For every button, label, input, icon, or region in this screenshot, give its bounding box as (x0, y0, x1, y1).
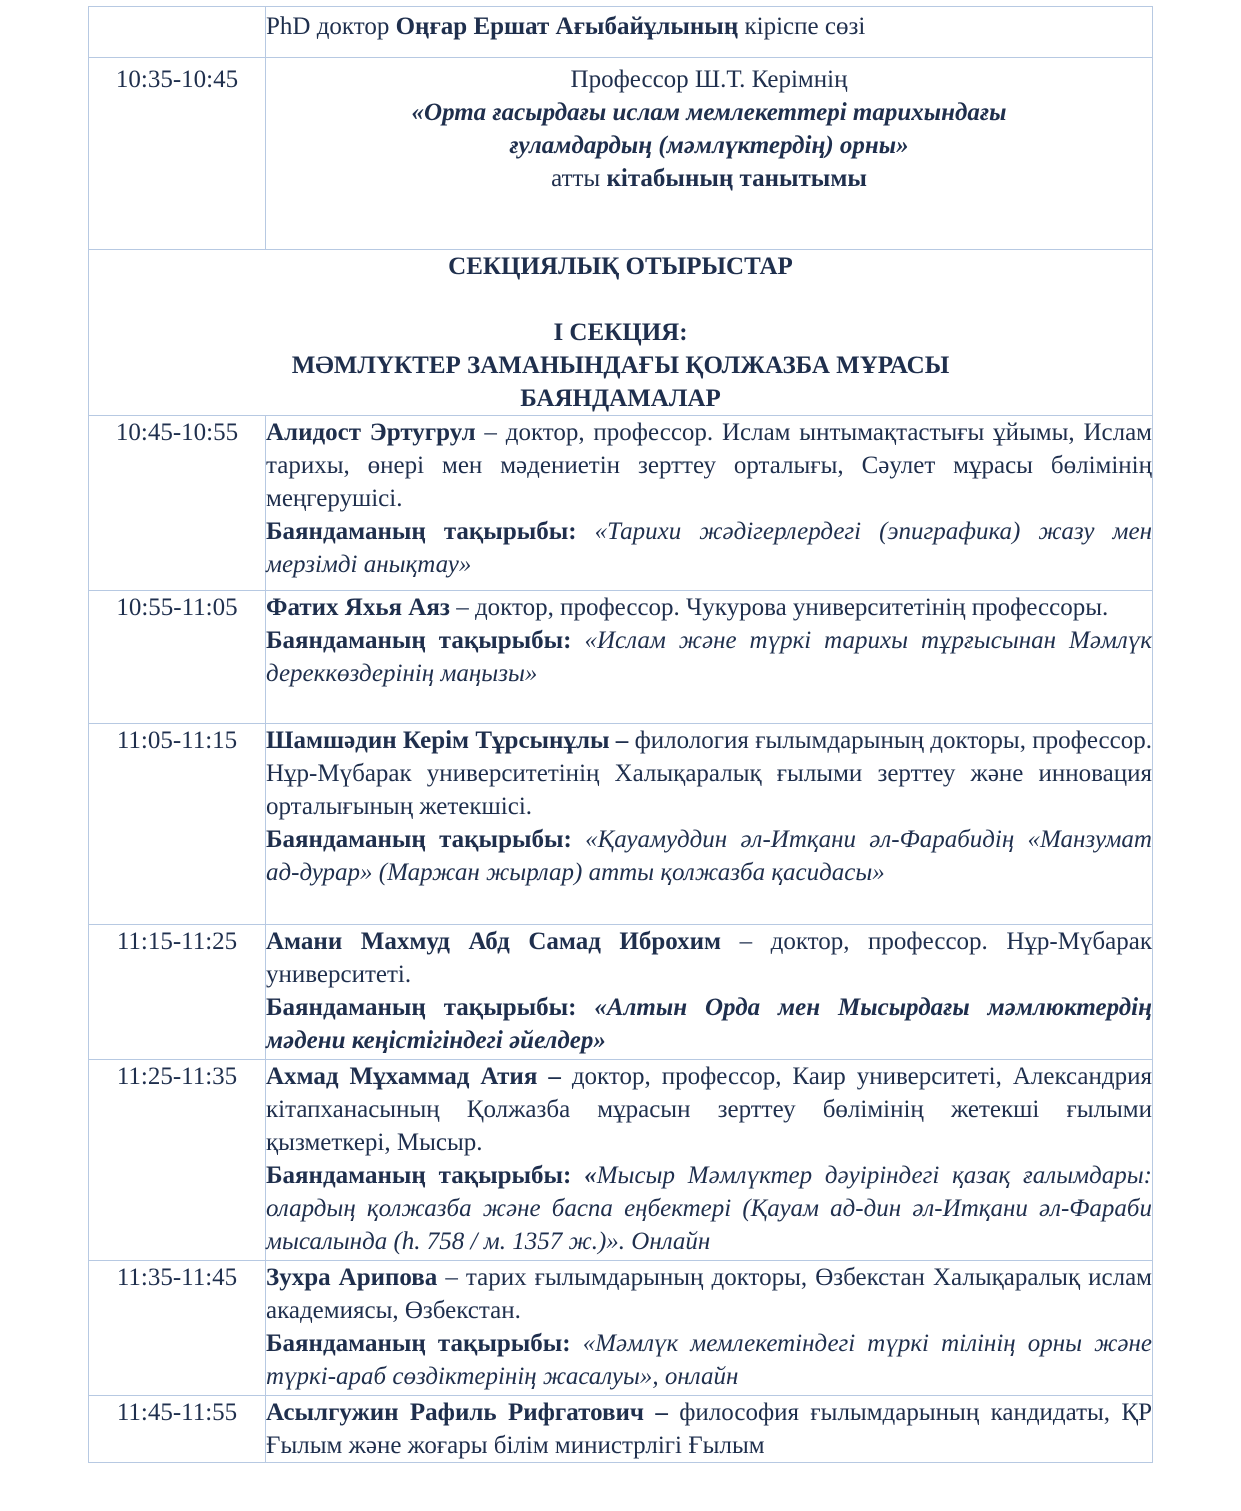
speaker-name: Алидост Эртугрул (266, 419, 476, 446)
topic-line (266, 624, 1152, 690)
talk-row (89, 1060, 1153, 1261)
time-cell: 10:55-11:05 (89, 591, 266, 724)
book-suffix-line (266, 162, 1152, 195)
programme-table (88, 6, 1153, 1463)
topic-label: Баяндаманың тақырыбы: (266, 1330, 571, 1357)
speaker-name: Асылгужин Рафиль Рифгатович – (266, 1399, 668, 1426)
speaker-name: Зухра Арипова (266, 1264, 438, 1291)
reports-label: БАЯНДАМАЛАР (520, 385, 721, 412)
speaker-description: философия ғылымдарының кандидаты, ҚР Ғылым және жоғары білім министрлігі Ғылым (266, 1399, 1152, 1459)
intro-cell (266, 7, 1153, 58)
intro-suffix: кіріспе сөзі (738, 13, 866, 40)
speaker-description: – доктор, профессор. Нұр-Мүбарак университеті. (266, 928, 1152, 988)
speaker-description: – доктор, профессор. Чукурова университетінің профессоры. (449, 594, 1109, 621)
time-cell: 11:05-11:15 (89, 724, 266, 925)
section-header-cell (89, 250, 1153, 416)
talk-cell (266, 925, 1153, 1060)
time-cell: 11:45-11:55 (89, 1396, 266, 1463)
topic-title: «Қауамуддин әл-Итқани әл-Фарабидің «Манзумат ад-дурар» (Маржан жырлар) атты қолжазба қасидасы» (266, 826, 1152, 886)
talk-row (89, 925, 1153, 1060)
talk-row (89, 591, 1153, 724)
speaker-line (266, 1261, 1152, 1327)
sessions-heading: СЕКЦИЯЛЫҚ ОТЫРЫСТАР (448, 253, 793, 280)
book-title-line-1: «Орта ғасырдағы ислам мемлекеттері тарихындағы (411, 99, 1007, 126)
speaker-line (266, 925, 1152, 991)
time-cell: 10:45-10:55 (89, 416, 266, 591)
topic-line (266, 823, 1152, 889)
speaker-line (266, 591, 1152, 624)
talk-cell (266, 1060, 1153, 1261)
speaker-description: – доктор, профессор. Ислам ынтымақтастығы ұйымы, Ислам тарихы, өнері мен мәдениетін зерттеу орталығы, Сәулет мұрасы бөлімінің меңгерушісі. (266, 419, 1152, 512)
intro-row (89, 7, 1153, 58)
time-cell: 10:35-10:45 (89, 58, 266, 250)
topic-line (266, 515, 1152, 581)
book-row (89, 58, 1153, 250)
talk-row (89, 1261, 1153, 1396)
time-cell: 11:35-11:45 (89, 1261, 266, 1396)
talk-cell (266, 1396, 1153, 1463)
topic-title: «Тарихи жәдігерлердегі (эпиграфика) жазу мен мерзімді анықтау» (266, 518, 1152, 578)
talk-row (89, 724, 1153, 925)
topic-title: «Алтын Орда мен Мысырдағы мәмлюктердің мәдени кеңістігіндегі әйелдер» (266, 994, 1152, 1054)
speaker-name: Амани Махмуд Абд Самад Иброхим (266, 928, 722, 955)
section-title: МӘМЛҮКТЕР ЗАМАНЫНДАҒЫ ҚОЛЖАЗБА МҰРАСЫ (291, 352, 950, 379)
speaker-description: – тарих ғылымдарының докторы, Өзбекстан Халықаралық ислам академиясы, Өзбекстан. (266, 1264, 1152, 1324)
book-title-line-2: ғуламдардың (мәмлүктердің) орны» (509, 132, 909, 159)
book-suffix-plain: атты (551, 165, 607, 192)
topic-label: Баяндаманың тақырыбы: (266, 1162, 572, 1189)
talk-cell (266, 591, 1153, 724)
topic-title: «Мәмлүк мемлекетіндегі түркі тілінің орны және түркі-араб сөздіктерінің жасалуы», онлайн (266, 1330, 1152, 1390)
speaker-line (266, 1396, 1152, 1462)
speaker-line (266, 724, 1152, 823)
topic-label: Баяндаманың тақырыбы: (266, 994, 577, 1021)
speaker-description: доктор, профессор, Каир университеті, Александрия кітапханасының Қолжазба мұрасын зерттеу бөлімінің жетекші ғылыми қызметкері, Мысыр. (266, 1063, 1152, 1156)
topic-title: «Ислам және түркі тарихы тұрғысынан Мәмлүк дереккөздерінің маңызы» (266, 627, 1152, 687)
topic-open-quote: « (571, 1162, 597, 1189)
intro-prefix: PhD доктор (266, 13, 396, 40)
book-author-line: Профессор Ш.Т. Керімнің (570, 66, 848, 93)
talk-cell (266, 416, 1153, 591)
book-cell (266, 58, 1153, 250)
topic-line (266, 1159, 1152, 1258)
time-cell (89, 7, 266, 58)
topic-line (266, 991, 1152, 1057)
speaker-description: филология ғылымдарының докторы, профессор. Нұр-Мүбарак университетінің Халықаралық ғылыми зерттеу және инновация орталығының жетекшісі. (266, 727, 1152, 820)
speaker-name: Ахмад Мұхаммад Атия – (266, 1063, 561, 1090)
speaker-line (266, 1060, 1152, 1159)
time-cell: 11:15-11:25 (89, 925, 266, 1060)
talk-row (89, 1396, 1153, 1463)
topic-label: Баяндаманың тақырыбы: (266, 627, 572, 654)
book-suffix-bold: кітабының танытымы (606, 165, 867, 192)
talk-row (89, 416, 1153, 591)
talk-cell (266, 1261, 1153, 1396)
topic-title: Мысыр Мәмлүктер дәуіріндегі қазақ ғалымдары: олардың қолжазба және баспа еңбектері (Қауам ад-дин әл-Итқани әл-Фараби мысалында (һ. 758 / м. 1357 ж.)». Онлайн (266, 1162, 1152, 1255)
time-cell: 11:25-11:35 (89, 1060, 266, 1261)
intro-speaker-name: Оңғар Ершат Ағыбайұлының (395, 13, 739, 40)
topic-label: Баяндаманың тақырыбы: (266, 826, 572, 853)
speaker-name: Шамшәдин Керім Тұрсынұлы – (266, 727, 629, 754)
topic-label: Баяндаманың тақырыбы: (266, 518, 577, 545)
speaker-line (266, 416, 1152, 515)
speaker-name: Фатих Яхья Аяз (266, 594, 450, 621)
topic-line (266, 1327, 1152, 1393)
talk-cell (266, 724, 1153, 925)
section-number: I СЕКЦИЯ: (553, 319, 688, 346)
section-header-row (89, 250, 1153, 416)
